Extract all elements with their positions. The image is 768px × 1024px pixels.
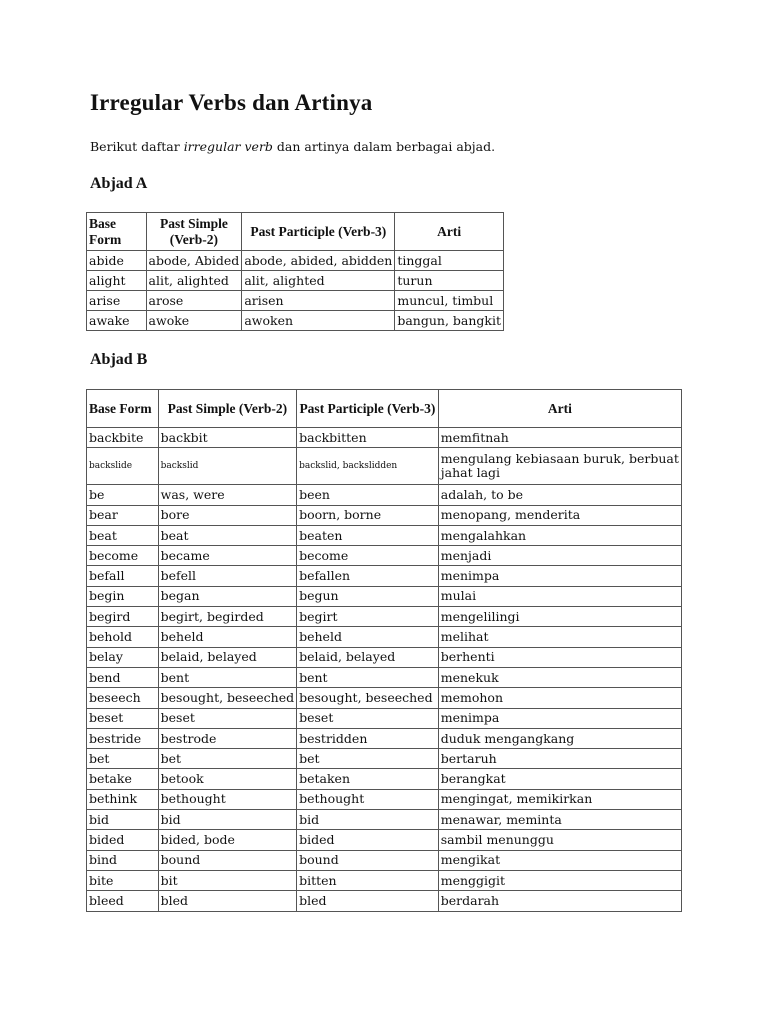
header-arti: Arti bbox=[395, 213, 504, 251]
base-form-cell: belay bbox=[87, 647, 159, 667]
base-form-cell: begird bbox=[87, 607, 159, 627]
table-row bbox=[87, 566, 682, 586]
past-participle-cell: bid bbox=[297, 810, 439, 830]
past-simple-cell: bound bbox=[158, 850, 296, 870]
table-row bbox=[87, 647, 682, 667]
base-form-cell: bid bbox=[87, 810, 159, 830]
past-participle-cell: bestridden bbox=[297, 728, 439, 748]
past-participle-cell: bent bbox=[297, 667, 439, 687]
past-simple-cell: befell bbox=[158, 566, 296, 586]
arti-cell: berangkat bbox=[438, 769, 681, 789]
past-participle-cell: backbitten bbox=[297, 428, 439, 448]
table-row bbox=[87, 271, 504, 291]
base-form-cell: betake bbox=[87, 769, 159, 789]
table-row bbox=[87, 870, 682, 890]
header-arti: Arti bbox=[438, 390, 681, 428]
base-form-cell: bite bbox=[87, 870, 159, 890]
table-row bbox=[87, 607, 682, 627]
past-participle-cell: abode, abided, abidden bbox=[242, 251, 395, 271]
base-form-cell: backslide bbox=[87, 448, 159, 485]
past-simple-cell: was, were bbox=[158, 485, 296, 505]
table-abjad-b-body bbox=[87, 428, 682, 912]
past-simple-cell: abode, Abided bbox=[146, 251, 242, 271]
base-form-cell: bind bbox=[87, 850, 159, 870]
base-form-cell: beset bbox=[87, 708, 159, 728]
past-participle-cell: beset bbox=[297, 708, 439, 728]
past-simple-cell: bit bbox=[158, 870, 296, 890]
base-form-cell: begin bbox=[87, 586, 159, 606]
base-form-cell: bleed bbox=[87, 891, 159, 911]
base-form-cell: beat bbox=[87, 525, 159, 545]
arti-cell: duduk mengangkang bbox=[438, 728, 681, 748]
table-row bbox=[87, 810, 682, 830]
base-form-cell: backbite bbox=[87, 428, 159, 448]
past-participle-cell: bethought bbox=[297, 789, 439, 809]
base-form-cell: befall bbox=[87, 566, 159, 586]
table-row bbox=[87, 251, 504, 271]
past-simple-cell: beset bbox=[158, 708, 296, 728]
past-participle-cell: arisen bbox=[242, 291, 395, 311]
table-row bbox=[87, 667, 682, 687]
table-row bbox=[87, 448, 682, 485]
arti-cell: memfitnah bbox=[438, 428, 681, 448]
past-simple-cell: besought, beseeched bbox=[158, 688, 296, 708]
table-row bbox=[87, 789, 682, 809]
table-row bbox=[87, 769, 682, 789]
header-base-form: Base Form bbox=[87, 390, 159, 428]
table-row bbox=[87, 749, 682, 769]
header-base-form: Base Form bbox=[87, 213, 147, 251]
past-simple-cell: began bbox=[158, 586, 296, 606]
table-row bbox=[87, 688, 682, 708]
past-participle-cell: become bbox=[297, 546, 439, 566]
header-past-participle: Past Participle (Verb-3) bbox=[242, 213, 395, 251]
base-form-cell: alight bbox=[87, 271, 147, 291]
past-participle-cell: befallen bbox=[297, 566, 439, 586]
header-past-simple: Past Simple (Verb-2) bbox=[158, 390, 296, 428]
table-row bbox=[87, 891, 682, 911]
table-row bbox=[87, 830, 682, 850]
past-simple-cell: bestrode bbox=[158, 728, 296, 748]
past-participle-cell: boorn, borne bbox=[297, 505, 439, 525]
past-simple-cell: bethought bbox=[158, 789, 296, 809]
section-a-heading: Abjad A bbox=[90, 175, 148, 192]
intro-text-end: dan artinya dalam berbagai abjad. bbox=[272, 139, 496, 154]
arti-cell: bangun, bangkit bbox=[395, 311, 504, 331]
intro-text-start: Berikut daftar bbox=[90, 139, 184, 154]
page-title: Irregular Verbs dan Artinya bbox=[90, 90, 373, 115]
table-abjad-a-body bbox=[87, 251, 504, 331]
table-row bbox=[87, 525, 682, 545]
table-row bbox=[87, 428, 682, 448]
past-participle-cell: belaid, belayed bbox=[297, 647, 439, 667]
arti-cell: sambil menunggu bbox=[438, 830, 681, 850]
past-participle-cell: bet bbox=[297, 749, 439, 769]
table-row bbox=[87, 586, 682, 606]
table-row bbox=[87, 485, 682, 505]
table-header-row bbox=[87, 390, 682, 428]
past-simple-cell: bet bbox=[158, 749, 296, 769]
table-abjad-b bbox=[86, 389, 682, 912]
table-row bbox=[87, 311, 504, 331]
table-header-row bbox=[87, 213, 504, 251]
arti-cell: berhenti bbox=[438, 647, 681, 667]
past-participle-cell: backslid, backslidden bbox=[297, 448, 439, 485]
past-participle-cell: bided bbox=[297, 830, 439, 850]
table-row bbox=[87, 728, 682, 748]
base-form-cell: bend bbox=[87, 667, 159, 687]
arti-cell: menimpa bbox=[438, 566, 681, 586]
intro-paragraph bbox=[90, 139, 495, 154]
base-form-cell: bet bbox=[87, 749, 159, 769]
past-simple-cell: beheld bbox=[158, 627, 296, 647]
arti-cell: bertaruh bbox=[438, 749, 681, 769]
arti-cell: turun bbox=[395, 271, 504, 291]
past-participle-cell: awoken bbox=[242, 311, 395, 331]
base-form-cell: awake bbox=[87, 311, 147, 331]
arti-cell: mulai bbox=[438, 586, 681, 606]
past-participle-cell: bound bbox=[297, 850, 439, 870]
arti-cell: menggigit bbox=[438, 870, 681, 890]
past-simple-cell: bled bbox=[158, 891, 296, 911]
past-simple-cell: bore bbox=[158, 505, 296, 525]
base-form-cell: bided bbox=[87, 830, 159, 850]
arti-cell: menekuk bbox=[438, 667, 681, 687]
arti-cell: menjadi bbox=[438, 546, 681, 566]
past-participle-cell: bled bbox=[297, 891, 439, 911]
table-row bbox=[87, 505, 682, 525]
arti-cell: mengingat, memikirkan bbox=[438, 789, 681, 809]
table-row bbox=[87, 850, 682, 870]
base-form-cell: behold bbox=[87, 627, 159, 647]
arti-cell: mengelilingi bbox=[438, 607, 681, 627]
past-simple-cell: arose bbox=[146, 291, 242, 311]
past-participle-cell: beaten bbox=[297, 525, 439, 545]
past-simple-cell: betook bbox=[158, 769, 296, 789]
table-row bbox=[87, 708, 682, 728]
arti-cell: memohon bbox=[438, 688, 681, 708]
base-form-cell: arise bbox=[87, 291, 147, 311]
past-simple-cell: bided, bode bbox=[158, 830, 296, 850]
past-participle-cell: alit, alighted bbox=[242, 271, 395, 291]
base-form-cell: bear bbox=[87, 505, 159, 525]
header-past-simple: Past Simple (Verb-2) bbox=[146, 213, 242, 251]
arti-cell: mengalahkan bbox=[438, 525, 681, 545]
past-participle-cell: besought, beseeched bbox=[297, 688, 439, 708]
base-form-cell: bestride bbox=[87, 728, 159, 748]
past-simple-cell: backslid bbox=[158, 448, 296, 485]
past-simple-cell: alit, alighted bbox=[146, 271, 242, 291]
arti-cell: tinggal bbox=[395, 251, 504, 271]
past-participle-cell: begun bbox=[297, 586, 439, 606]
past-simple-cell: bid bbox=[158, 810, 296, 830]
past-simple-cell: belaid, belayed bbox=[158, 647, 296, 667]
arti-cell: menawar, meminta bbox=[438, 810, 681, 830]
past-participle-cell: bitten bbox=[297, 870, 439, 890]
past-simple-cell: beat bbox=[158, 525, 296, 545]
header-past-participle: Past Participle (Verb-3) bbox=[297, 390, 439, 428]
arti-cell: mengikat bbox=[438, 850, 681, 870]
base-form-cell: beseech bbox=[87, 688, 159, 708]
arti-cell: berdarah bbox=[438, 891, 681, 911]
past-simple-cell: backbit bbox=[158, 428, 296, 448]
past-simple-cell: became bbox=[158, 546, 296, 566]
arti-cell: menopang, menderita bbox=[438, 505, 681, 525]
past-participle-cell: betaken bbox=[297, 769, 439, 789]
base-form-cell: bethink bbox=[87, 789, 159, 809]
past-participle-cell: begirt bbox=[297, 607, 439, 627]
past-simple-cell: bent bbox=[158, 667, 296, 687]
arti-cell: melihat bbox=[438, 627, 681, 647]
table-row bbox=[87, 627, 682, 647]
past-simple-cell: awoke bbox=[146, 311, 242, 331]
past-participle-cell: beheld bbox=[297, 627, 439, 647]
intro-text-emphasis: irregular verb bbox=[183, 139, 273, 154]
table-row bbox=[87, 546, 682, 566]
past-participle-cell: been bbox=[297, 485, 439, 505]
arti-cell: menimpa bbox=[438, 708, 681, 728]
base-form-cell: be bbox=[87, 485, 159, 505]
section-b-heading: Abjad B bbox=[90, 351, 148, 368]
base-form-cell: become bbox=[87, 546, 159, 566]
arti-cell: muncul, timbul bbox=[395, 291, 504, 311]
table-row bbox=[87, 291, 504, 311]
past-simple-cell: begirt, begirded bbox=[158, 607, 296, 627]
table-abjad-a bbox=[86, 212, 504, 331]
arti-cell: adalah, to be bbox=[438, 485, 681, 505]
base-form-cell: abide bbox=[87, 251, 147, 271]
arti-cell: mengulang kebiasaan buruk, berbuat jahat lagi bbox=[438, 448, 681, 485]
